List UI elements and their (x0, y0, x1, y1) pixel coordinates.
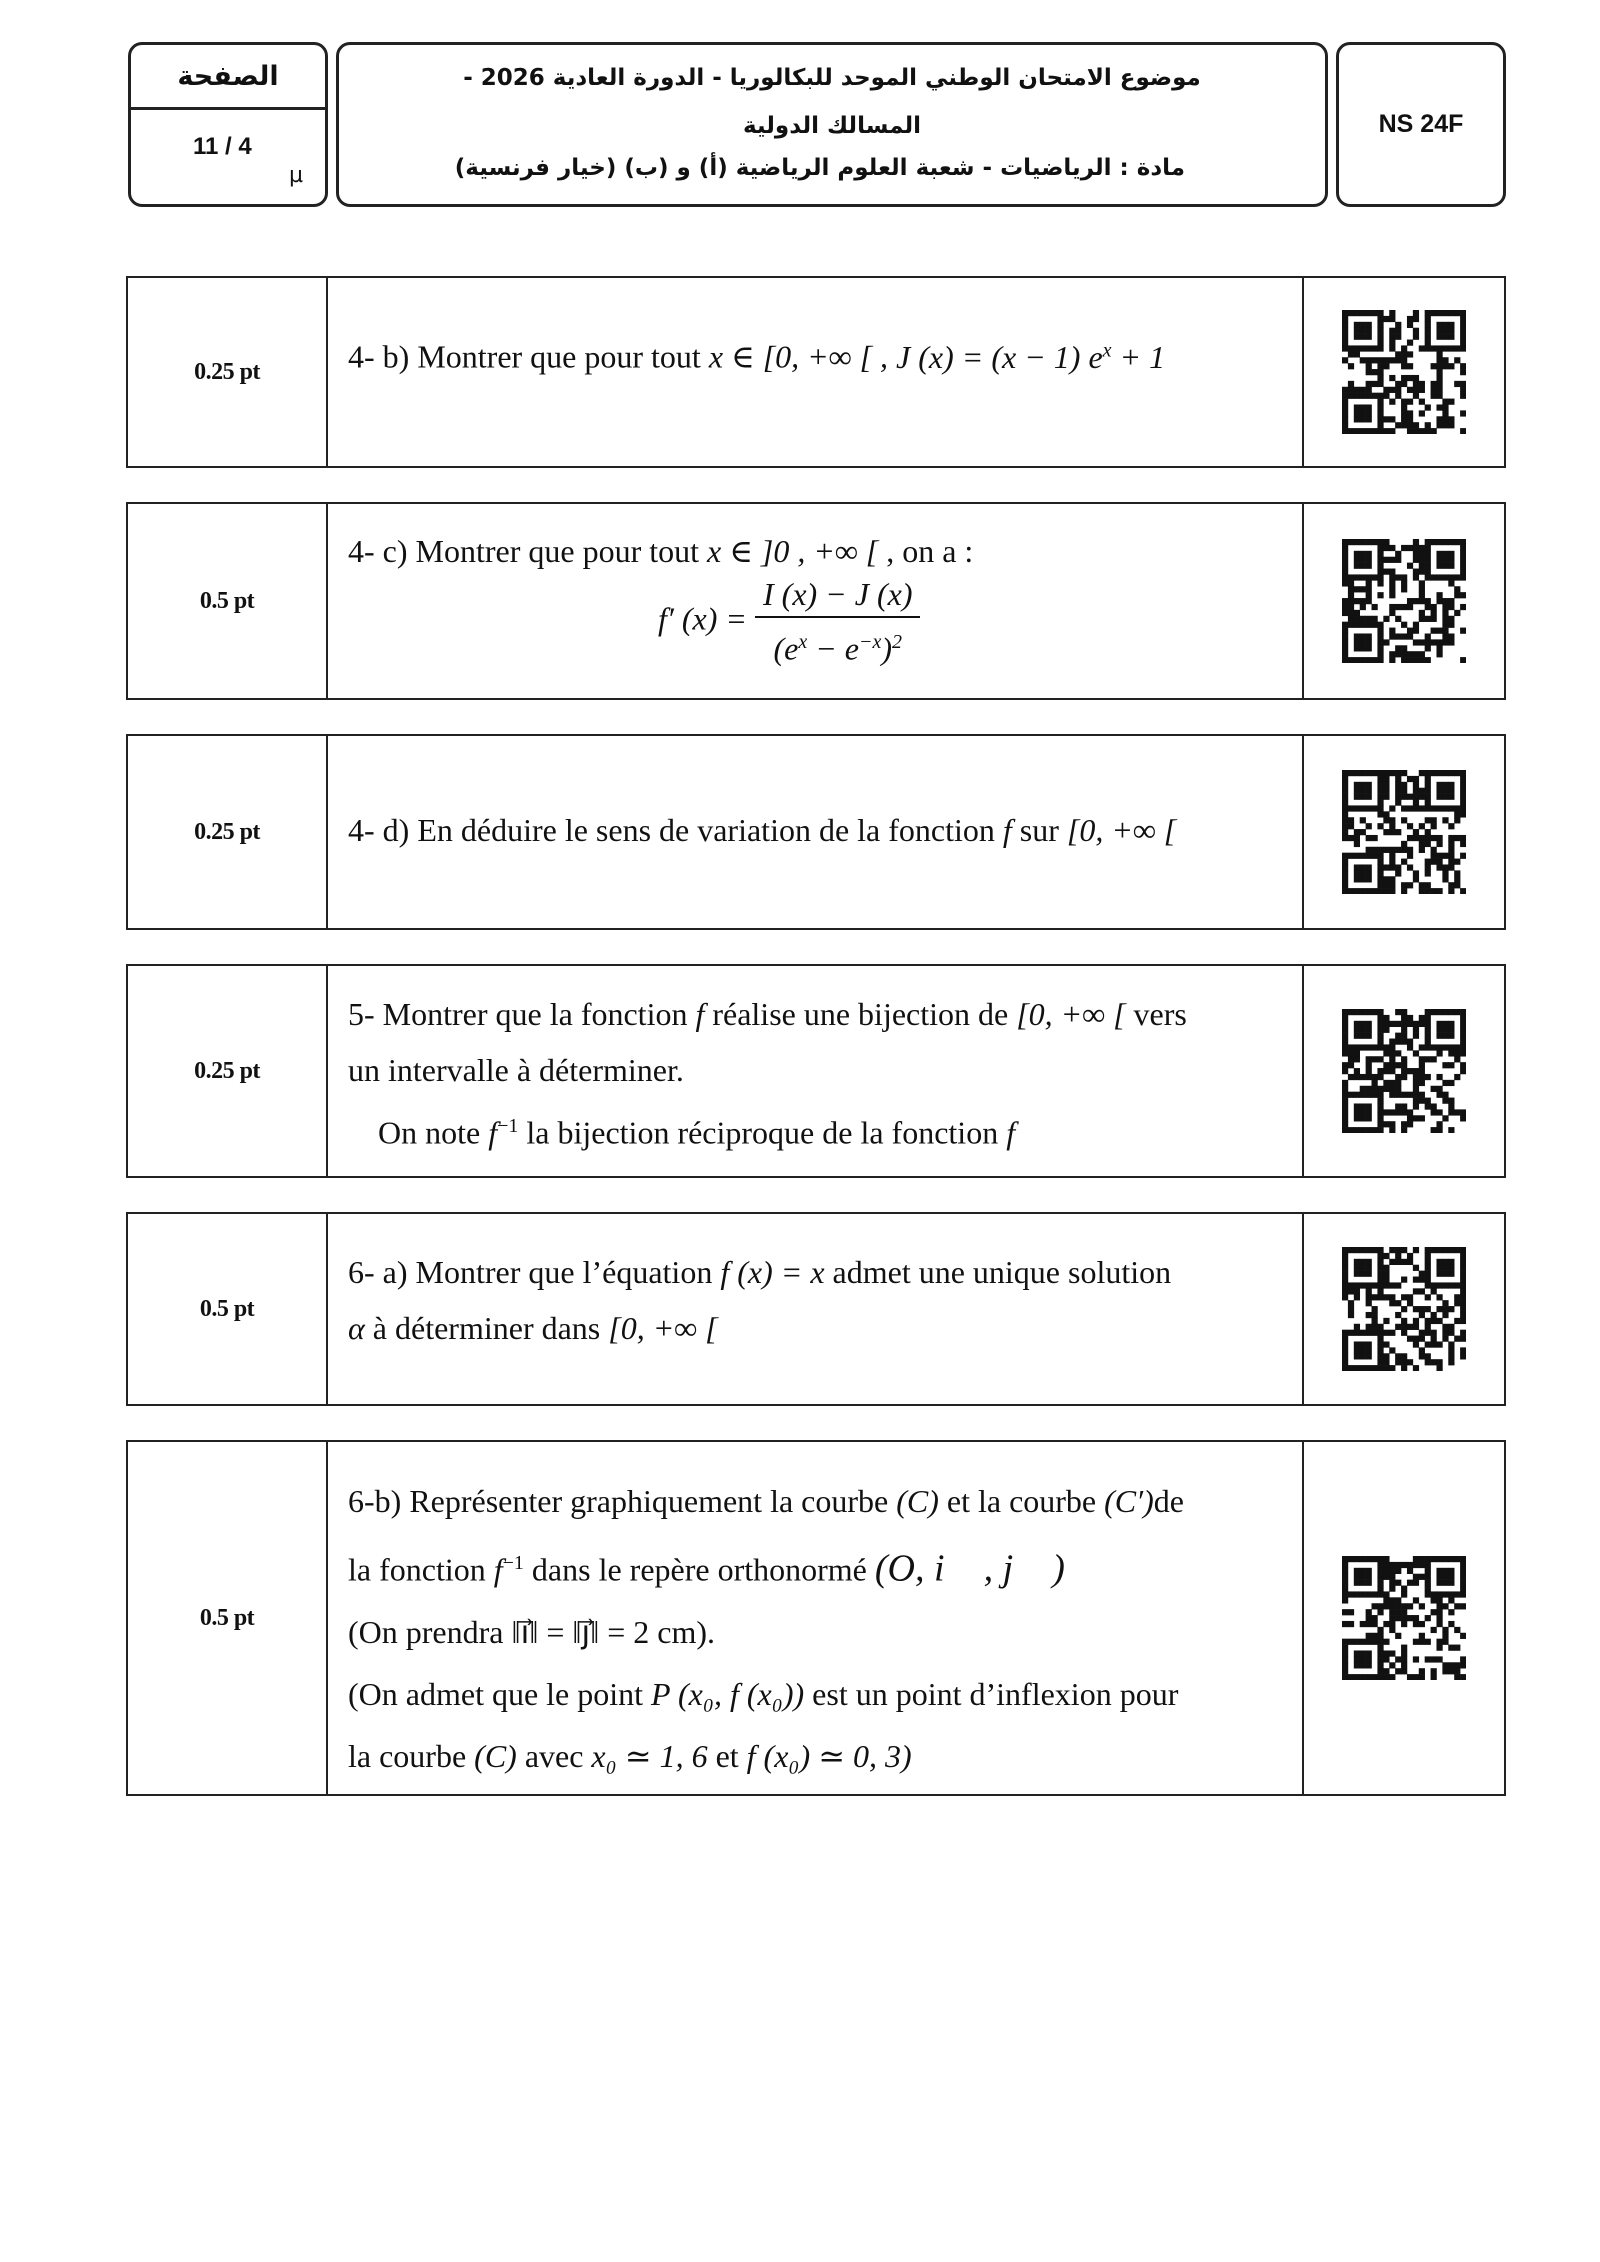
derivative-formula (348, 572, 1284, 673)
question-line: (On prendra ‖i⃗‖ = ‖j⃗‖ = 2 cm). (348, 1613, 716, 1650)
exam-code: NS 24F (1378, 110, 1464, 138)
question-label: 6-b) Représenter graphiquement la courbe (348, 1483, 889, 1519)
question-text (328, 278, 1302, 466)
function-symbol: f (695, 996, 705, 1032)
question-interval: [0, +∞ [ (1016, 996, 1126, 1032)
exam-code-box (1336, 42, 1506, 207)
qr-code-image (1342, 539, 1466, 663)
question-line: un intervalle à déterminer. (348, 1052, 684, 1088)
qr-code-image (1342, 1556, 1466, 1680)
points-label: 0.5 pt (128, 504, 328, 698)
question-equation: f (x) = x (720, 1254, 825, 1290)
qr-code (1302, 504, 1504, 698)
question-text-part: réalise une bijection de (712, 996, 1009, 1032)
question-4d (126, 734, 1506, 930)
question-expression: J (x) = (x − 1) $e^x + 1$ (896, 338, 1166, 375)
qr-code (1302, 966, 1504, 1176)
formula-fraction (755, 572, 920, 673)
question-label: 5- Montrer que la fonction (348, 996, 688, 1032)
formula-lhs: f′ (x) = (658, 600, 747, 637)
qr-code-image (1342, 1009, 1466, 1133)
qr-code-image (1342, 1247, 1466, 1371)
exam-track: المسالك الدولية (742, 113, 922, 139)
question-text-part: vers (1133, 996, 1187, 1032)
qr-code (1302, 278, 1504, 466)
question-line: la courbe (C) avec x₀ ≃ 1, 6 et f (x₀) ≃ 0, 3) (348, 1737, 912, 1774)
formula-numerator: I (x) − J (x) (755, 572, 920, 618)
question-line: α à déterminer dans [0, +∞ [ (348, 1310, 718, 1346)
question-5 (126, 964, 1506, 1178)
question-6a (126, 1212, 1506, 1406)
page-mark: µ (289, 163, 303, 188)
formula-denominator: $(e^x - e^{-x})^2$ (773, 630, 903, 667)
exam-title: موضوع الامتحان الوطني الموحد للبكالوريا - الدورة العادية 2026 - (463, 65, 1201, 91)
question-suffix: , on a : (886, 533, 974, 569)
exam-subject: مادة : الرياضيات - شعبة العلوم الرياضية (أ) و (ب) (خيار فرنسية) (454, 155, 1185, 181)
qr-code-image (1342, 310, 1466, 434)
points-label: 0.25 pt (128, 966, 328, 1176)
question-word: sur (1019, 812, 1059, 848)
question-text (328, 504, 1302, 698)
question-line: (On admet que le point P (x₀, f (x₀)) est un point d’inflexion pour (348, 1675, 1179, 1712)
points-label: 0.5 pt (128, 1442, 328, 1794)
question-text (328, 736, 1302, 928)
question-4c (126, 502, 1506, 700)
question-text (328, 1214, 1302, 1404)
points-label: 0.25 pt (128, 278, 328, 466)
qr-code (1302, 1442, 1504, 1794)
points-label: 0.5 pt (128, 1214, 328, 1404)
page-number: 11 / 4 (193, 133, 252, 160)
qr-code (1302, 1214, 1504, 1404)
question-label: 4- b) Montrer que pour tout (348, 338, 701, 375)
frame-notation: (O, i⃗ , j⃗ ) (874, 1547, 1065, 1590)
qr-code-image (1342, 770, 1466, 894)
question-text (328, 966, 1302, 1176)
page-label: الصفحة (131, 45, 325, 110)
question-line: la fonction $f^{-1}$ dans le repère orthonormé (O, i⃗ , j⃗ ) (348, 1547, 1065, 1590)
question-label: 4- c) Montrer que pour tout (348, 533, 700, 569)
question-label: 4- d) En déduire le sens de variation de la fonction (348, 812, 995, 848)
question-6b (126, 1440, 1506, 1796)
qr-code (1302, 736, 1504, 928)
question-line: On note $f^{-1}$ la bijection réciproque de la fonction f (378, 1114, 1016, 1151)
question-text-part: admet une unique solution (832, 1254, 1172, 1290)
page-number-box (128, 42, 328, 207)
question-domain: x ∈ ]0 , +∞ [ (707, 533, 879, 569)
question-text: 6-b) Représenter graphiquement la courbe (C) et la courbe (C′)de la fonction $f^{-1}$ dans le repère orthonormé (O, i⃗ , j⃗ ) (On prendra ‖i⃗‖ = ‖j⃗‖ = 2 cm). (On admet que le point P (x₀, f (x₀)) est un point d’inflexion pour la courbe (C) avec x₀ ≃ 1, 6 et f (x₀) ≃ 0, 3) (328, 1442, 1302, 1794)
question-4b (126, 276, 1506, 468)
points-label: 0.25 pt (128, 736, 328, 928)
question-interval: [0, +∞ [ (1066, 812, 1177, 848)
function-symbol: f (1002, 812, 1012, 848)
question-domain: x ∈ [0, +∞ [ , (708, 338, 889, 375)
exam-title-box (336, 42, 1328, 207)
question-label: 6- a) Montrer que l’équation (348, 1254, 713, 1290)
